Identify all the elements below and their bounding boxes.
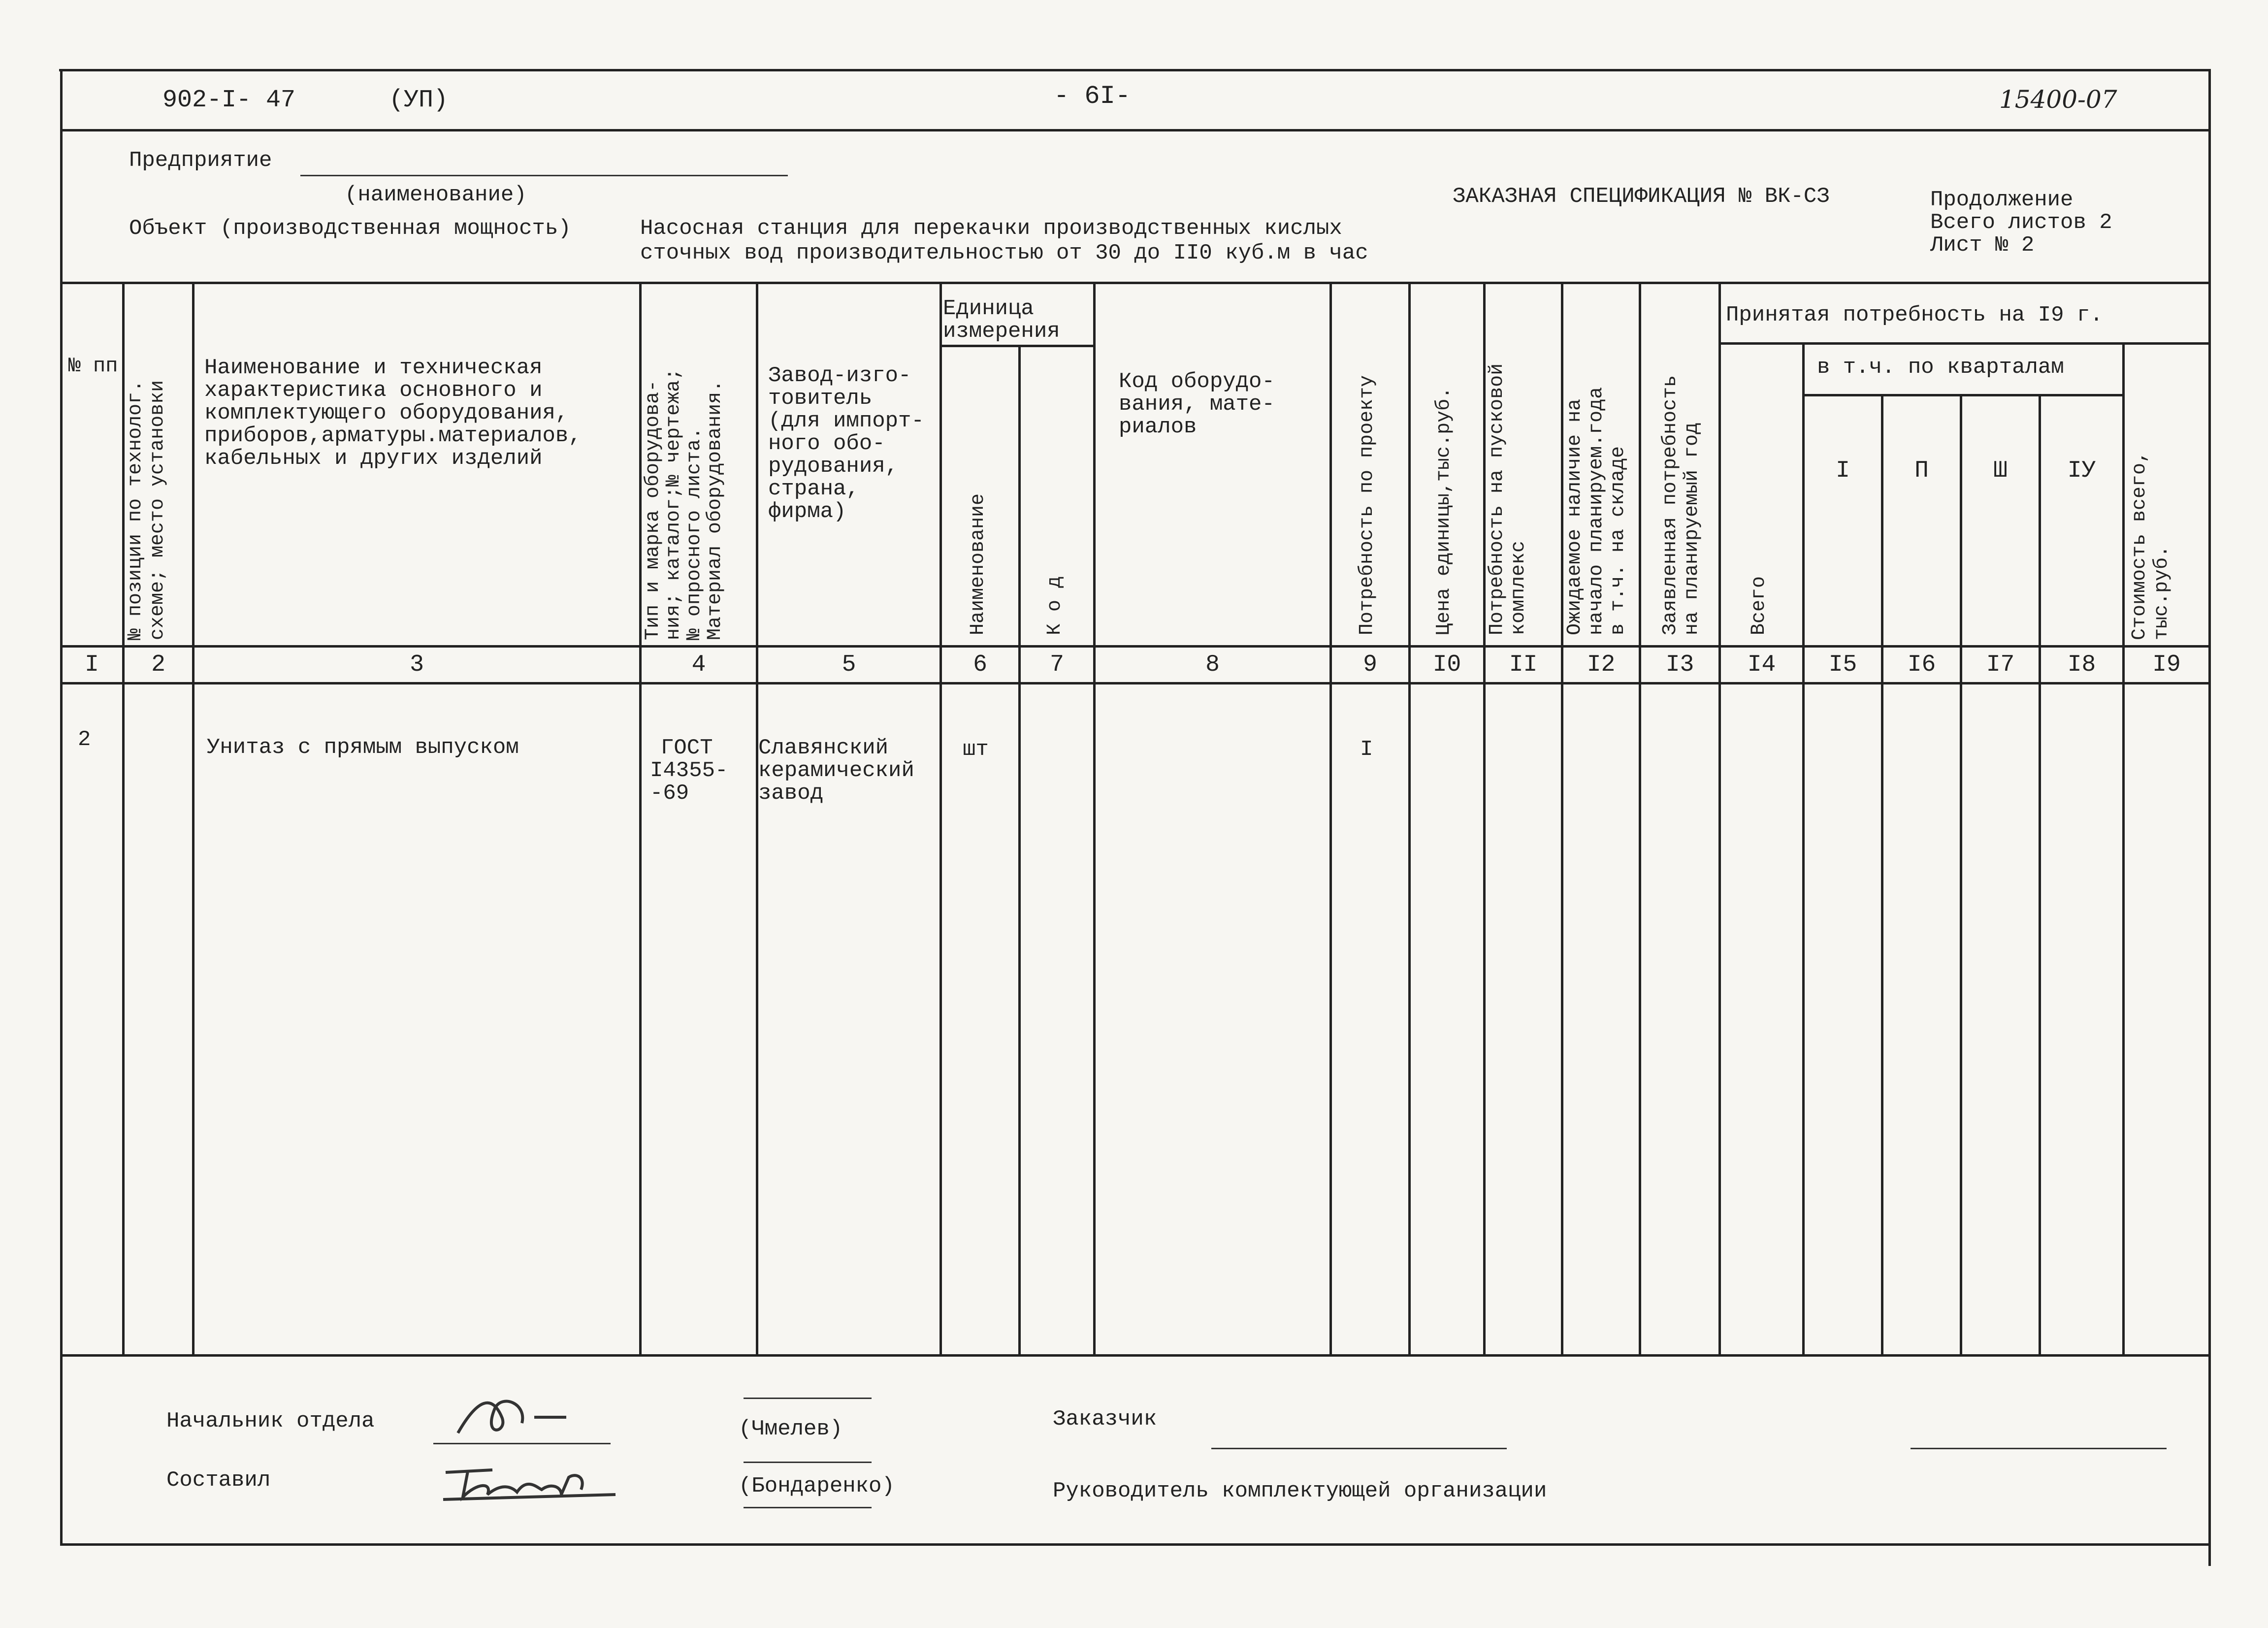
col-line-18 [2122,345,2125,1355]
compiler-signature [438,1453,625,1507]
header-accepted-group: Принятая потребность на I9 г. [1726,303,2103,327]
col-line-12 [1639,282,1641,1355]
row-name: Унитаз с прямым выпуском [207,735,519,760]
column-number-16: I6 [1907,651,1936,678]
header-col3 [204,357,582,470]
row-type-line2: I4355- [650,758,728,783]
header-col13-line2: на планируемый год [1681,422,1703,635]
header-divider [60,129,2211,131]
row-maker [758,737,914,805]
customer-signature-line [1211,1448,1507,1449]
column-number-18: I8 [2067,651,2096,678]
frame-top-line [59,69,2211,71]
header-col11-line1: Потребность на пусковой [1486,363,1508,635]
frame-left-line [60,69,63,1545]
column-number-15: I5 [1828,651,1857,678]
row-type [650,737,728,805]
header-col12-line3: в т.ч. на складе [1607,446,1629,635]
column-number-2: 2 [151,651,165,678]
column-number-19: I9 [2152,651,2181,678]
header-col2-line2: схеме; место установки [147,380,169,640]
header-col5-line7: фирма) [768,499,846,524]
header-col5-line3: (для импорт- [768,409,924,433]
header-quarters-group: в т.ч. по кварталам [1817,355,2064,380]
header-col15: I [1836,457,1850,484]
column-number-10: I0 [1432,651,1461,678]
numbers-bottom-line [60,682,2211,684]
header-col8-line3: риалов [1119,415,1197,439]
row-type-line1: ГОСТ [661,736,713,760]
continuation-label: Продолжение [1930,188,2074,212]
header-col5-line4: ного обо- [768,431,885,456]
compiler-label: Составил [166,1468,271,1493]
header-unit-group-line1: Единица [943,296,1034,321]
dept-head-signature [448,1389,606,1443]
header-col4-line3: № опросного листа. [683,427,706,640]
enterprise-caption: (наименование) [345,183,527,207]
quarters-group-line [1802,394,2122,396]
col-line-17 [2039,394,2041,1355]
dept-head-label: Начальник отдела [166,1409,375,1433]
header-col17: Ш [1993,457,2008,484]
album-number: (УП) [389,86,449,114]
header-col5-line6: страна, [768,477,859,501]
page-number: - 6I- [1054,82,1131,111]
dept-head-name: (Чмелев) [739,1417,843,1441]
header-col3-line2: характеристика основного и [204,378,543,403]
object-value-line1: Насосная станция для перекачки производственных кислых [640,216,1342,241]
header-col16: П [1914,457,1929,484]
customer-label: Заказчик [1053,1407,1157,1432]
header-col11-line2: комплекс [1508,540,1530,635]
col-line-8 [1329,282,1332,1355]
header-bottom-line [60,645,2211,648]
column-number-7: 7 [1050,651,1064,678]
header-col14: Всего [1748,576,1770,635]
col-line-3 [639,282,642,1355]
row-number: 2 [78,727,91,752]
column-number-14: I4 [1747,651,1776,678]
row-unit: шт [963,737,989,762]
total-sheets: Всего листов 2 [1930,210,2112,235]
col-line-7 [1093,282,1096,1355]
project-code: 902-I- 47 [162,86,296,114]
header-col8 [1119,370,1275,438]
column-number-17: I7 [1986,651,2015,678]
header-col6: Наименование [967,493,989,635]
object-value-line2: сточных вод производительностью от 30 до II0 куб.м в час [640,241,1368,265]
customer-name-line [1911,1448,2167,1449]
header-col18: IУ [2067,457,2096,484]
col-line-13 [1718,282,1721,1355]
column-number-1: I [85,651,99,678]
header-col5-line1: Завод-изго- [768,363,911,388]
header-col3-line3: комплектующего оборудования, [204,401,569,425]
header-col19-line2: тыс.руб. [2151,545,2173,640]
org-head-label: Руководитель комплектующей организации [1053,1479,1547,1503]
column-number-3: 3 [410,651,424,678]
header-col7: К о д [1044,576,1066,635]
enterprise-underline [300,175,788,176]
header-col12-line1: Ожидаемое наличие на [1564,398,1586,635]
col-line-11 [1561,282,1563,1355]
header-col1: № пп [68,354,118,378]
row-maker-line1: Славянский [758,736,889,760]
table-bottom-line [60,1354,2211,1357]
row-quantity: I [1360,737,1373,762]
column-number-4: 4 [691,651,706,678]
frame-right-line [2208,69,2211,1566]
dept-head-signature-line [433,1443,611,1444]
compiler-name-underline [744,1507,872,1508]
col-line-2 [192,282,194,1355]
header-col5-line5: рудования, [768,454,899,479]
row-maker-line3: завод [758,781,824,806]
col-line-9 [1408,282,1411,1355]
header-col19-line1: Стоимость всего, [2129,451,2151,640]
column-number-13: I3 [1665,651,1694,678]
col-line-15 [1881,394,1883,1355]
column-number-6: 6 [973,651,987,678]
spec-title: ЗАКАЗНАЯ СПЕЦИФИКАЦИЯ № ВК-СЗ [1453,184,1830,209]
compiler-name-line [744,1462,872,1463]
header-col9: Потребность по проекту [1356,375,1378,635]
col-line-10 [1483,282,1486,1355]
header-col4-line4: Материал оборудования. [704,380,726,640]
header-col3-line5: кабельных и других изделий [204,446,543,471]
enterprise-label: Предприятие [129,148,272,173]
col-line-16 [1960,394,1962,1355]
header-col13-line1: Заявленная потребность [1659,375,1682,635]
col-line-5 [940,282,942,1355]
compiler-name: (Бондаренко) [739,1474,895,1498]
archive-number: 15400-07 [1999,85,2117,114]
column-number-9: 9 [1363,651,1377,678]
column-number-5: 5 [842,651,856,678]
header-col4-line2: ния; каталог;№ чертежа; [663,368,685,640]
object-label: Объект (производственная мощность) [129,216,571,241]
sheet-number: Лист № 2 [1930,233,2035,258]
header-unit-group-line2: измерения [943,319,1060,344]
header-col8-line2: вания, мате- [1119,392,1275,417]
header-col5 [768,364,924,523]
header-col5-line2: товитель [768,386,873,411]
dept-head-name-line [744,1398,872,1399]
header-col10: Цена единицы,тыс.руб. [1433,387,1455,635]
header-unit-group [943,297,1060,343]
unit-group-line [940,345,1093,347]
column-number-12: I2 [1587,651,1616,678]
accepted-group-line [1718,342,2208,345]
column-number-11: II [1509,651,1538,678]
header-col3-line1: Наименование и техническая [204,356,543,380]
header-col2-line1: № позиции по технолог. [125,380,147,640]
row-maker-line2: керамический [758,758,914,783]
col-line-4 [756,282,758,1355]
column-number-8: 8 [1205,651,1220,678]
col-line-14 [1802,345,1805,1355]
header-col3-line4: приборов,арматуры.материалов, [204,423,582,448]
header-col8-line1: Код оборудо- [1119,369,1275,394]
row-type-line3: -69 [650,781,689,806]
header-col12-line2: начало планируем.года [1586,387,1608,635]
frame-bottom-line [60,1543,2211,1546]
header-col4-line1: Тип и марка оборудова- [642,380,664,640]
table-top-line [60,282,2211,284]
col-line-6 [1018,345,1021,1355]
